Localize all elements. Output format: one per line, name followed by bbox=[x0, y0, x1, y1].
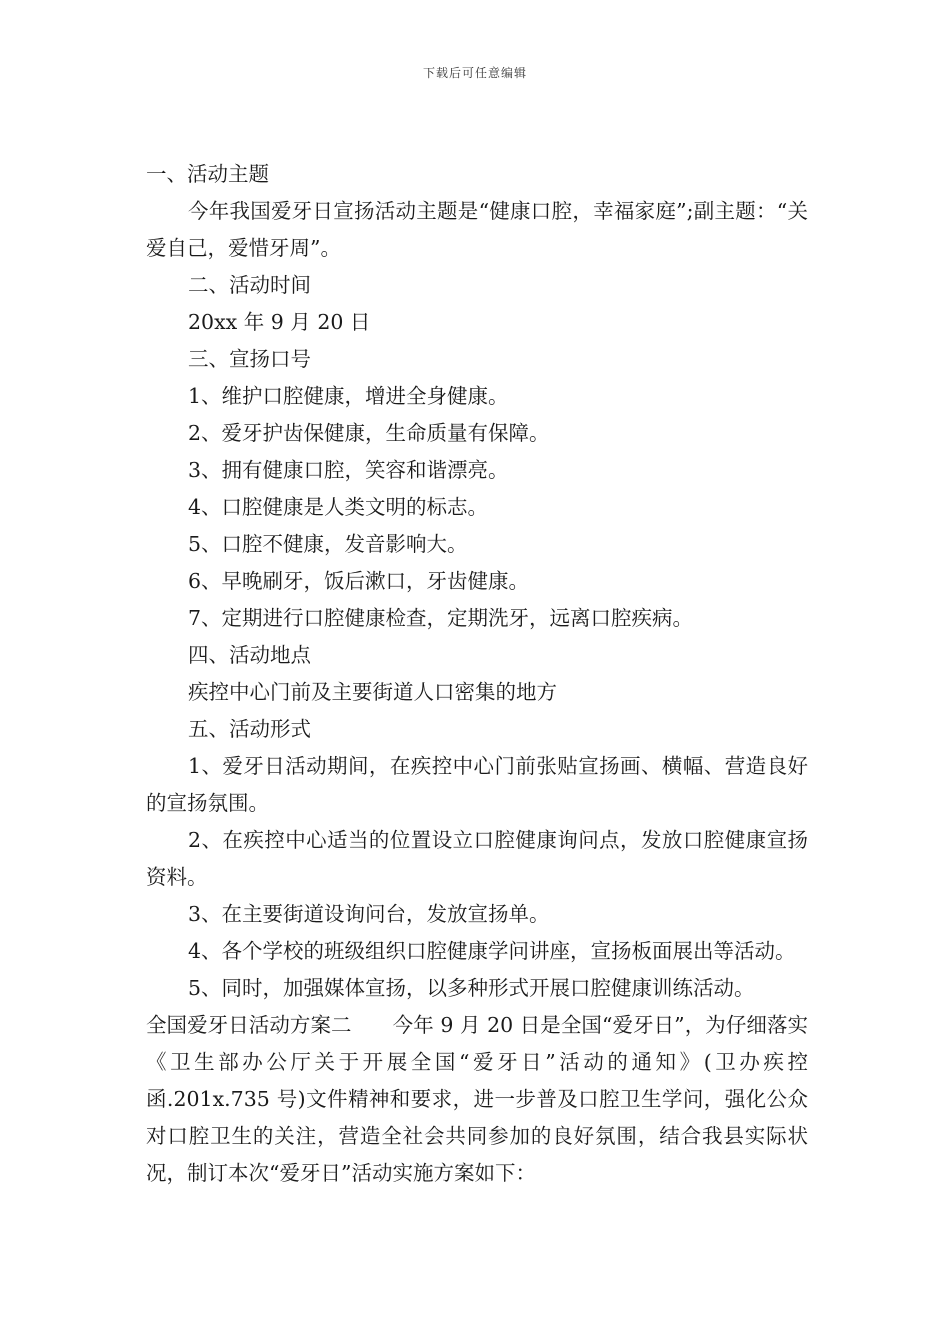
page-header-note: 下载后可任意编辑 bbox=[422, 66, 527, 80]
form-item: 4、各个学校的班级组织口腔健康学问讲座，宣扬板面展出等活动。 bbox=[188, 939, 796, 963]
theme-paragraph: 今年我国爱牙日宣扬活动主题是“健康口腔，幸福家庭”;副主题：“关爱自己，爱惜牙周”。 bbox=[146, 199, 808, 260]
slogan-item: 5、口腔不健康，发音影响大。 bbox=[188, 532, 468, 556]
plan-two-paragraph: 全国爱牙日活动方案二 今年 9 月 20 日是全国“爱牙日”，为仔细落实《卫生部办公厅关于开展全国“爱牙日”活动的通知》(卫办疾控函.201x.735 号)文件精神和要求，进一步普及口腔卫生学问，强化公众对口腔卫生的关注，营造全社会共同参加的良好氛围，结合我县实际状况，制订本次“爱牙日”活动实施方案如下： bbox=[146, 1013, 808, 1185]
section-title-theme: 一、活动主题 bbox=[146, 162, 269, 186]
form-item: 2、在疾控中心适当的位置设立口腔健康询问点，发放口腔健康宣扬资料。 bbox=[146, 828, 808, 889]
section-title-location: 四、活动地点 bbox=[188, 643, 311, 667]
section-title-forms: 五、活动形式 bbox=[188, 717, 311, 741]
form-item: 1、爱牙日活动期间，在疾控中心门前张贴宣扬画、横幅、营造良好的宣扬氛围。 bbox=[146, 754, 808, 815]
activity-date: 20xx 年 9 月 20 日 bbox=[188, 310, 371, 334]
section-title-slogans: 三、宣扬口号 bbox=[188, 347, 311, 371]
slogan-item: 7、定期进行口腔健康检查，定期洗牙，远离口腔疾病。 bbox=[188, 606, 694, 630]
activity-location: 疾控中心门前及主要街道人口密集的地方 bbox=[188, 680, 557, 704]
section-title-time: 二、活动时间 bbox=[188, 273, 311, 297]
slogan-item: 6、早晚刷牙，饭后漱口，牙齿健康。 bbox=[188, 569, 530, 593]
form-item: 5、同时，加强媒体宣扬，以多种形式开展口腔健康训练活动。 bbox=[188, 976, 755, 1000]
slogan-item: 1、维护口腔健康，增进全身健康。 bbox=[188, 384, 509, 408]
slogan-item: 3、拥有健康口腔，笑容和谐漂亮。 bbox=[188, 458, 509, 482]
form-item: 3、在主要街道设询问台，发放宣扬单。 bbox=[188, 902, 550, 926]
slogan-item: 2、爱牙护齿保健康，生命质量有保障。 bbox=[188, 421, 550, 445]
document-body bbox=[146, 156, 808, 1192]
slogan-item: 4、口腔健康是人类文明的标志。 bbox=[188, 495, 489, 519]
